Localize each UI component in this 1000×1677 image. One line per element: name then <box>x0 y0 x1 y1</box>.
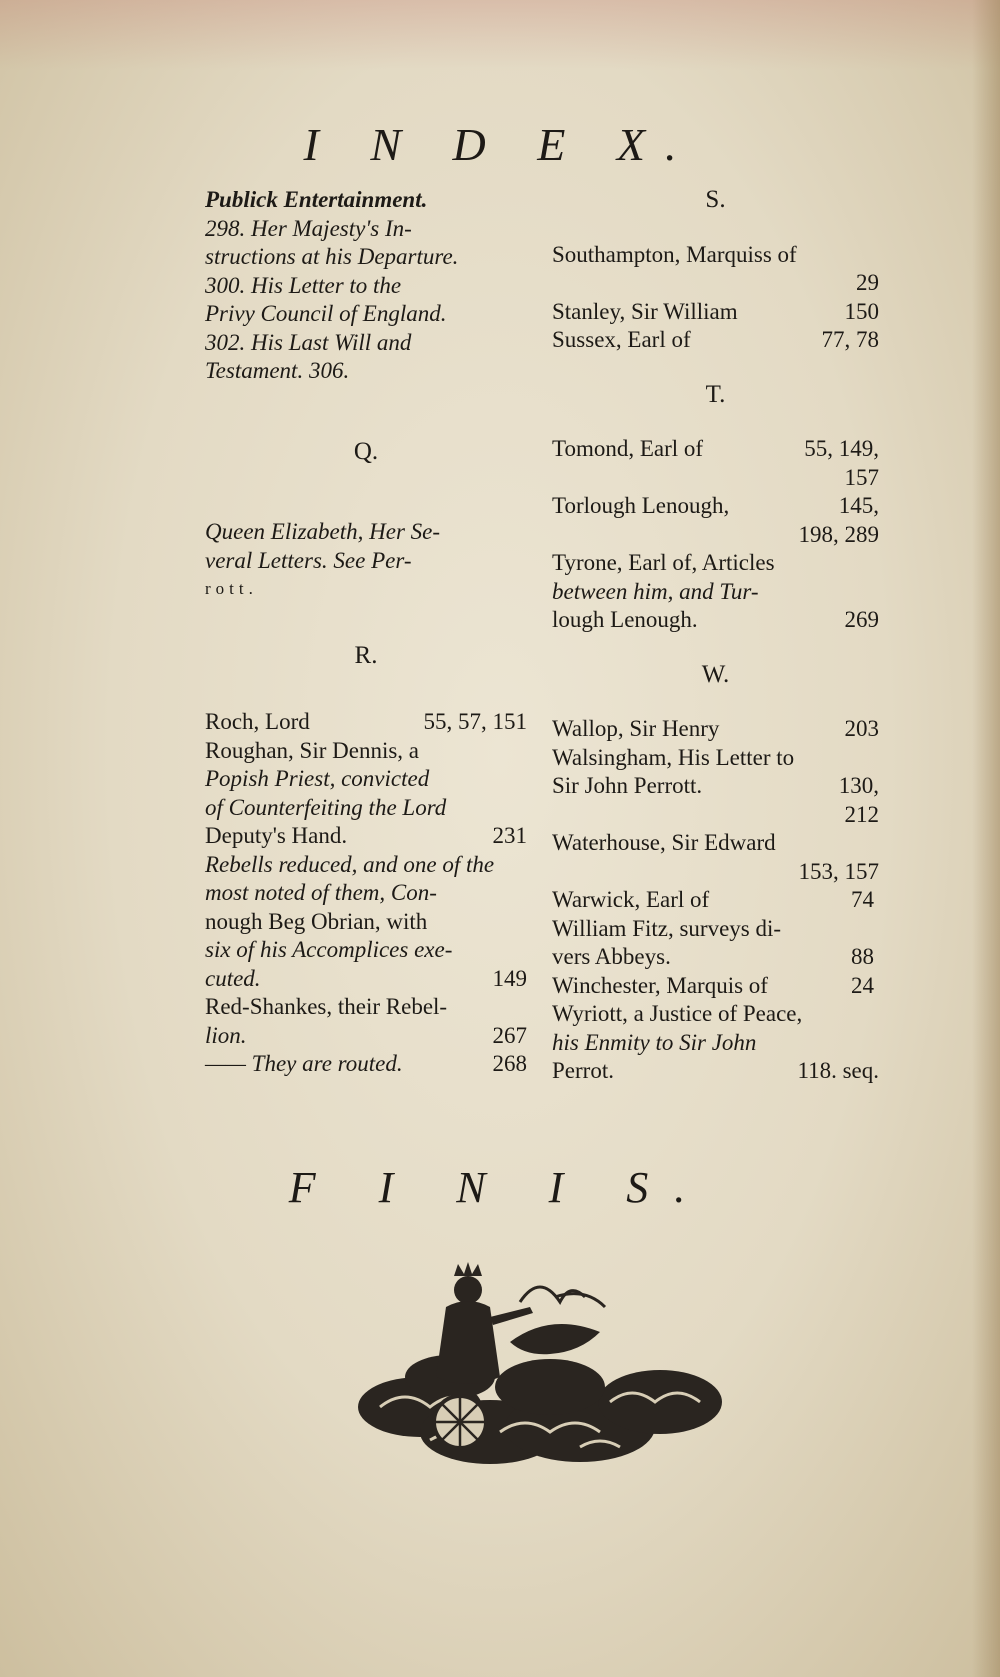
index-column-left <box>205 186 527 1079</box>
entry-text: Rebells reduced, and one of the <box>205 851 495 877</box>
entry-text: Southampton, Marquiss of <box>552 241 797 267</box>
entry-text: Waterhouse, Sir Edward <box>552 830 776 855</box>
index-entry <box>552 492 879 549</box>
index-entry <box>205 518 527 604</box>
section-heading-t: T. <box>705 380 726 408</box>
index-entry <box>205 708 527 737</box>
page-reference: 77, 78 <box>821 327 879 352</box>
entry-line: 302. His Last Will and <box>205 329 412 355</box>
index-entry: 74 Warwick, Earl of <box>552 887 874 912</box>
ornament-vignette-icon <box>350 1262 740 1472</box>
page-edge-shadow <box>972 0 1000 1677</box>
page-reference: 198, 289 <box>798 521 879 547</box>
page-reference: 150 <box>844 298 879 324</box>
entry-text: —— They are routed. <box>205 1051 403 1076</box>
index-entry <box>552 435 879 492</box>
finis-text: F I N I S. <box>288 1163 712 1212</box>
page-reference: 203 <box>844 716 879 741</box>
entry-line: six of his Accomplices exe- <box>205 937 453 962</box>
index-entry <box>552 715 879 744</box>
entry-line: structions at his Departure. <box>205 244 459 269</box>
entry-line: vers Abbeys. <box>552 944 671 969</box>
entry-line: of Counterfeiting the Lord <box>205 794 447 820</box>
entry-line: Testament. 306. <box>205 358 350 383</box>
index-entry <box>552 744 879 830</box>
entry-line: between him, and Tur- <box>552 578 759 604</box>
index-entry <box>205 1050 527 1079</box>
page-reference: 212 <box>844 801 879 827</box>
index-entry: 24 Winchester, Marquis of <box>552 972 874 998</box>
index-entry <box>552 1000 879 1086</box>
entry-line: nough Beg Obrian, with <box>205 908 428 934</box>
entry-line: Popish Priest, convicted <box>205 766 430 791</box>
page-reference: 130, <box>838 773 879 798</box>
page-reference: 145, <box>838 493 879 518</box>
continuation-entry <box>205 186 527 386</box>
index-entry <box>552 298 879 327</box>
page-reference: 153, 157 <box>798 858 879 884</box>
entry-line: 298. Her Majesty's In- <box>205 215 412 241</box>
section-heading-w: W. <box>701 660 730 688</box>
entry-line: lough Lenough. <box>552 607 698 632</box>
index-entry: William Fitz, surveys di- 88 vers Abbeys. <box>552 915 879 972</box>
entry-text: Red-Shankes, their Rebel- <box>205 994 448 1019</box>
page-stain-top <box>0 0 1000 70</box>
entry-line: veral Letters. See Per- <box>205 547 412 573</box>
entry-text: Stanley, Sir William <box>552 298 738 324</box>
index-entry <box>205 993 527 1050</box>
entry-text: Wyriott, a Justice of Peace, <box>552 1001 803 1026</box>
entry-text: Roughan, Sir Dennis, a <box>205 737 420 763</box>
entry-line: Perrot. <box>552 1058 614 1083</box>
entry-text: Sussex, Earl of <box>552 327 691 352</box>
entry-text: Wallop, Sir Henry <box>552 716 720 741</box>
entry-line: most noted of them, Con- <box>205 880 437 905</box>
entry-line: Deputy's Hand. <box>205 823 348 848</box>
entry-text: Roch, Lord <box>205 709 310 734</box>
entry-text: Tyrone, Earl of, Articles <box>552 550 775 575</box>
entry-text: Walsingham, His Letter to <box>552 744 795 770</box>
entry-line: Publick Entertainment. <box>205 187 428 212</box>
entry-text: Warwick, Earl of <box>552 887 710 912</box>
page-reference: 29 <box>856 270 879 295</box>
entry-line: 300. His Letter to the <box>205 272 402 298</box>
entry-line: rott. <box>205 579 258 598</box>
page-reference: 157 <box>844 464 879 490</box>
page-reference: 55, 149, <box>804 436 879 461</box>
section-heading-r: R. <box>354 641 378 669</box>
index-entry <box>552 241 879 298</box>
section-heading-q: Q. <box>353 437 379 465</box>
index-entry <box>552 829 879 886</box>
entry-text: Tomond, Earl of <box>552 436 704 461</box>
entry-line: Queen Elizabeth, Her Se- <box>205 519 441 544</box>
entry-text: Torlough Lenough, <box>552 493 730 518</box>
entry-line: lion. <box>205 1022 247 1048</box>
page-reference: 118. seq. <box>797 1058 879 1083</box>
index-entry <box>205 851 527 994</box>
page-reference: 149 <box>492 965 527 991</box>
page-reference: 231 <box>492 823 527 848</box>
entry-line: cuted. <box>205 965 261 991</box>
page-reference: 269 <box>844 607 879 632</box>
index-entry <box>205 737 527 851</box>
entry-text: William Fitz, surveys di- <box>552 915 782 941</box>
index-column-right <box>552 186 879 1086</box>
entry-line: Privy Council of England. <box>205 301 447 326</box>
entry-line: his Enmity to Sir John <box>552 1029 757 1055</box>
page-reference: 268 <box>492 1051 527 1076</box>
page-title: I N D E X. <box>303 119 697 170</box>
page-reference: 267 <box>492 1022 527 1048</box>
index-entry <box>552 326 879 355</box>
section-heading-s: S. <box>705 186 726 213</box>
entry-line: Sir John Perrott. <box>552 773 703 798</box>
page-reference: 55, 57, 151 <box>423 709 527 734</box>
entry-text: Winchester, Marquis of <box>552 972 768 998</box>
index-entry <box>552 549 879 635</box>
